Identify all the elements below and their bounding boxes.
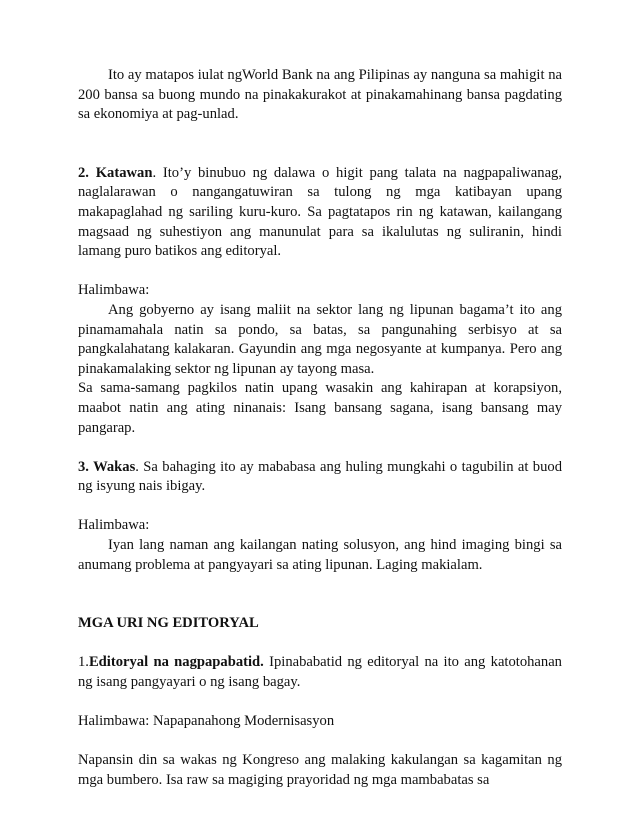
spacer [78, 634, 562, 654]
uri-item-1-title: Editoryal na nagpapabatid. [88, 654, 264, 671]
wakas-body: . Sa bahaging ito ay mababasa ang huling mungkahi o tagubilin at buod ng isyung nais ibigay. [78, 458, 562, 495]
spacer [78, 732, 562, 752]
uri-item-1-example-body: Napansin din sa wakas ng Kongreso ang malaking kakulangan sa kagamitan ng mga bumbero. Isa raw sa magiging prayoridad ng mga mambabatas sa [78, 752, 562, 788]
uri-item-1-example: Halimbawa: Napapanahong Modernisasyon [78, 713, 335, 730]
spacer [78, 262, 562, 282]
katawan-paragraph [78, 164, 562, 262]
spacer [78, 693, 562, 713]
wakas-example-label: Halimbawa: [78, 517, 150, 534]
section-title-text: MGA URI NG EDITORYAL [78, 615, 259, 632]
katawan-heading: 2. Katawan [78, 164, 153, 181]
spacer [78, 125, 562, 164]
katawan-body: . Ito’y binubuo ng dalawa o higit pang talata na nagpapaliwanag, naglalarawan o nangangatuwiran sa tulong ng mga katibayan upang makapaglahad ng sariling kuru-kuro. Sa pagtatapos rin ng katawan, kailangang magsaad ng suhestiyon ang manunulat para sa ikalulutas ng suliranin, hindi lamang puro batikos ang editoryal. [78, 164, 563, 260]
spacer [78, 575, 562, 614]
section-title [78, 614, 562, 634]
spacer [78, 497, 562, 517]
wakas-heading: 3. Wakas [78, 458, 136, 475]
katawan-example-paragraph-1: Ang gobyerno ay isang maliit na sektor lang ng lipunan bagama’t ito ang pinamamahala natin sa pondo, sa batas, sa pangunahing serbisyo at sa pangkalahatang kalakaran. Gayundin ang mga negosyante at kumpanya. Pero ang pinakamalaking sektor ng lipunan ay tayong masa. [78, 301, 562, 377]
spacer [78, 438, 562, 458]
uri-item-1-body: Ipinababatid ng editoryal na ito ang katotohanan ng isang pangyayari o ng isang bagay. [78, 654, 562, 691]
katawan-example-paragraph-2: Sa sama-samang pagkilos natin upang wasakin ang kahirapan at korapsiyon, maabot natin ang ating ninanais: Isang bansang sagana, isang bansang may pangarap. [78, 380, 562, 436]
wakas-example-paragraph: Iyan lang naman ang kailangan nating solusyon, ang hind imaging bingi sa anumang problema at pangyayari sa ating lipunan. Laging makialam. [78, 537, 562, 573]
uri-item-1-number: 1. [78, 654, 89, 671]
katawan-example-label: Halimbawa: [78, 282, 150, 299]
wakas-paragraph [78, 458, 562, 497]
uri-item-1 [78, 653, 562, 692]
intro-paragraph: Ito ay matapos iulat ngWorld Bank na ang Pilipinas ay nanguna sa mahigit na 200 bansa sa buong mundo na pinakakurakot at pinakamahinang bansa pagdating sa ekonomiya at pag-unlad. [78, 67, 562, 123]
